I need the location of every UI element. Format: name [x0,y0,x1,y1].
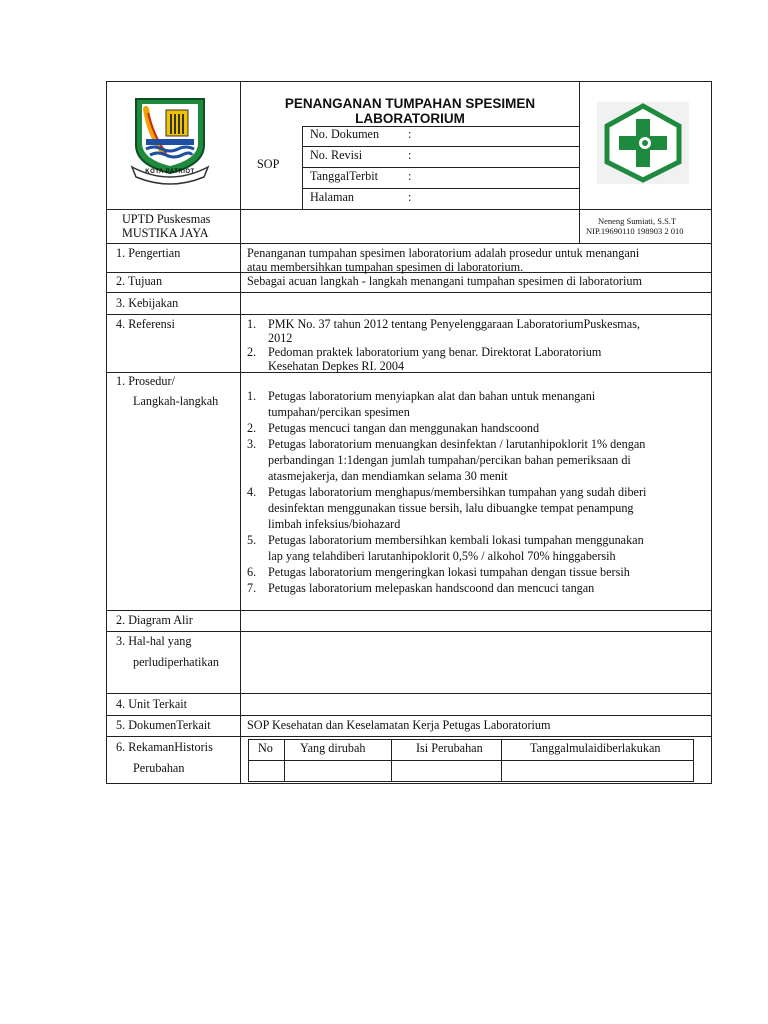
header-right-divider [579,81,580,243]
meta-halaman-label: Halaman [310,190,354,204]
step-4-line-1: Petugas laboratorium menghapus/membersihkan tumpahan yang sudah diberi [268,485,647,499]
step-1-line-2: tumpahan/percikan spesimen [268,405,410,419]
referensi-item-1-line1: PMK No. 37 tahun 2012 tentang Penyelenggaraan LaboratoriumPuskesmas, [268,317,640,331]
history-col-2 [391,739,392,782]
signer-nip: NIP.19690110 198903 2 010 [586,226,684,236]
dokumen-terkait-text: SOP Kesehatan dan Keselamatan Kerja Petugas Laboratorium [247,718,551,732]
kota-bekasi-crest-icon [130,95,210,187]
row-line-diagram [106,631,712,632]
meta-line-4 [302,188,580,189]
meta-line-3 [302,167,580,168]
row-line-tujuan [106,292,712,293]
step-num-6: 6. [247,565,257,579]
pengertian-text-1: Penanganan tumpahan spesimen laboratorium adalah prosedur untuk menangani [247,246,640,260]
history-header-no: No [258,741,273,755]
org-name-line1: UPTD Puskesmas [122,212,211,226]
step-6-line-1: Petugas laboratorium mengeringkan lokasi tumpahan dengan tissue bersih [268,565,630,579]
step-num-4: 4. [247,485,257,499]
header-logo-row-bottom [106,209,712,210]
page-title: PENANGANAN TUMPAHAN SPESIMEN LABORATORIUM [284,96,536,126]
step-4-line-3: limbah infeksius/biohazard [268,517,401,531]
rekaman-label-1: 6. RekamanHistoris [116,740,213,754]
column-divider [240,81,241,784]
step-4-line-2: desinfektan menggunakan tissue bersih, lalu dibuangke tempat penampung [268,501,634,515]
history-col-3 [501,739,502,782]
history-col-1 [284,739,285,782]
tujuan-text: Sebagai acuan langkah - langkah menangani tumpahan spesimen di laboratorium [247,274,642,288]
step-3-line-1: Petugas laboratorium menuangkan desinfektan / larutanhipoklorit 1% dengan [268,437,646,451]
step-num-5: 5. [247,533,257,547]
history-header-yang-dirubah: Yang dirubah [300,741,366,755]
referensi-num-2: 2. [247,345,257,359]
referensi-label: 4. Referensi [116,317,175,331]
org-name-line2: MUSTIKA JAYA [122,226,209,240]
meta-tanggal-terbit-sep: : [408,169,412,183]
meta-divider [302,126,303,210]
row-line-referensi [106,372,712,373]
prosedur-label-2: Langkah-langkah [133,394,219,408]
hal-label-1: 3. Hal-hal yang [116,634,192,648]
unit-terkait-label: 4. Unit Terkait [116,697,188,711]
meta-no-revisi-label: No. Revisi [310,148,363,162]
row-line-hal [106,693,712,694]
meta-no-dokumen-sep: : [408,127,412,141]
step-2-line-1: Petugas mencuci tangan dan menggunakan handscoond [268,421,540,435]
hal-label-2: perludiperhatikan [133,655,219,669]
row-line-kebijakan [106,314,712,315]
row-line-unit [106,715,712,716]
history-header-tanggal: Tanggalmulaidiberlakukan [530,741,661,755]
meta-line-2 [302,146,580,147]
puskesmas-cross-icon [597,102,689,184]
pengertian-text-2: atau membersihkan tumpahan spesimen di laboratorium. [247,260,524,274]
crest-motto: KOTA PATRIOT [145,169,195,175]
row-line-dokumen [106,736,712,737]
meta-tanggal-terbit-label: TanggalTerbit [310,169,379,183]
meta-no-dokumen-label: No. Dokumen [310,127,380,141]
step-7-line-1: Petugas laboratorium melepaskan handscoond dan mencuci tangan [268,581,595,595]
history-table-header-line [248,760,694,761]
border-right [711,81,712,784]
step-1-line-1: Petugas laboratorium menyiapkan alat dan bahan untuk menangani [268,389,596,403]
referensi-num-1: 1. [247,317,257,331]
pengertian-label: 1. Pengertian [116,246,181,260]
referensi-item-1-line2: 2012 [268,331,293,345]
step-num-1: 1. [247,389,257,403]
border-top [106,81,712,82]
kebijakan-label: 3. Kebijakan [116,296,179,310]
meta-no-revisi-sep: : [408,148,412,162]
step-num-2: 2. [247,421,257,435]
step-3-line-2: perbandingan 1:1dengan jumlah tumpahan/percikan bahan pemeriksaan di [268,453,631,467]
referensi-item-2-line2: Kesehatan Depkes RI. 2004 [268,359,405,373]
diagram-alir-label: 2. Diagram Alir [116,613,193,627]
rekaman-label-2: Perubahan [133,761,185,775]
border-bottom [106,783,712,784]
step-num-3: 3. [247,437,257,451]
step-5-line-1: Petugas laboratorium membersihkan kembali lokasi tumpahan menggunakan [268,533,644,547]
step-3-line-3: atasmejakerja, dan mendiamkan selama 30 menit [268,469,508,483]
meta-halaman-sep: : [408,190,412,204]
signer-name: Neneng Sumiati, S.S.T [598,216,677,226]
prosedur-label-1: 1. Prosedur/ [116,374,175,388]
border-left [106,81,107,784]
dokumen-terkait-label: 5. DokumenTerkait [116,718,211,732]
row-line-prosedur [106,610,712,611]
tujuan-label: 2. Tujuan [116,274,163,288]
row-line-org [106,243,712,244]
step-5-line-2: lap yang telahdiberi larutanhipoklorit 0,5% / alkohol 70% hinggabersih [268,549,616,563]
history-header-isi-perubahan: Isi Perubahan [416,741,483,755]
step-num-7: 7. [247,581,257,595]
referensi-item-2-line1: Pedoman praktek laboratorium yang benar. Direktorat Laboratorium [268,345,602,359]
sop-label: SOP [257,157,280,171]
